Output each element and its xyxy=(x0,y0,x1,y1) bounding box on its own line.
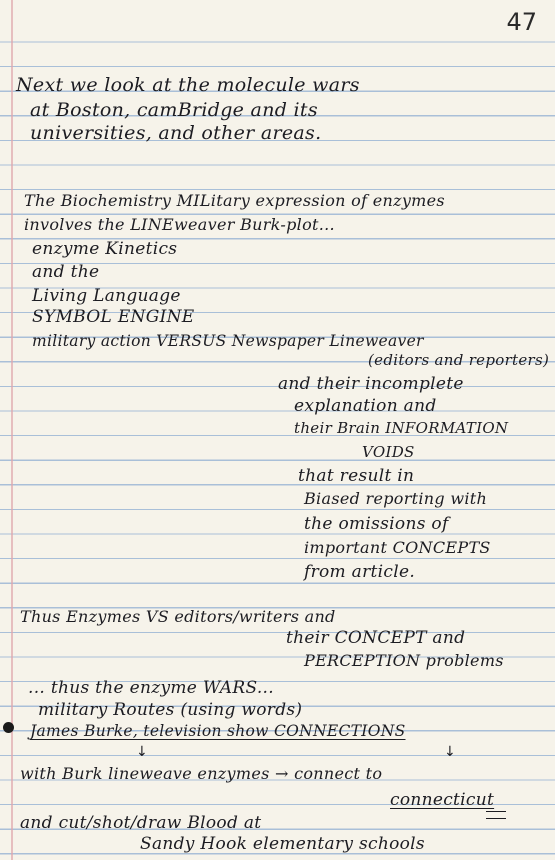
double-underline-mark xyxy=(486,811,506,819)
text-line-10: military action VERSUS Newspaper Lineweaver xyxy=(32,332,424,350)
text-line-2: at Boston, camBridge and its xyxy=(30,99,318,121)
text-line-7: and the xyxy=(32,262,100,282)
text-line-16: that result in xyxy=(298,466,415,486)
down-arrow-icon: ↓ xyxy=(444,744,456,760)
text-line-5: involves the LINEweaver Burk-plot... xyxy=(24,215,335,234)
text-line-13: explanation and xyxy=(294,396,437,416)
text-line-26: James Burke, television show CONNECTIONS xyxy=(30,722,406,740)
text-line-3: universities, and other areas. xyxy=(30,122,322,144)
text-line-29: and cut/shot/draw Blood at xyxy=(20,813,262,833)
page-number: 47 xyxy=(506,8,537,36)
text-line-12: and their incomplete xyxy=(278,374,464,394)
text-line-21: Thus Enzymes VS editors/writers and xyxy=(20,607,336,626)
text-line-6: enzyme Kinetics xyxy=(32,239,178,259)
text-line-1: Next we look at the molecule wars xyxy=(16,74,360,96)
text-line-28: connecticut xyxy=(390,790,495,810)
text-line-19: important CONCEPTS xyxy=(304,538,491,557)
binder-hole xyxy=(3,722,14,733)
text-line-9: SYMBOL ENGINE xyxy=(32,307,195,327)
text-line-27: with Burk lineweave enzymes → connect to xyxy=(20,764,383,783)
text-line-17: Biased reporting with xyxy=(304,489,488,508)
text-line-24: ... thus the enzyme WARS... xyxy=(28,678,274,698)
text-line-23: PERCEPTION problems xyxy=(304,651,504,670)
text-line-4: The Biochemistry MILitary expression of enzymes xyxy=(24,191,445,210)
down-arrow-icon: ↓ xyxy=(136,744,148,760)
text-line-14: their Brain INFORMATION xyxy=(294,419,509,437)
text-line-20: from article. xyxy=(304,562,416,582)
text-line-15: VOIDS xyxy=(362,443,415,461)
text-line-30: Sandy Hook elementary schools xyxy=(140,834,425,854)
text-line-8: Living Language xyxy=(32,286,181,306)
text-line-18: the omissions of xyxy=(304,514,449,534)
text-line-25: military Routes (using words) xyxy=(38,700,303,720)
text-line-22: their CONCEPT and xyxy=(286,628,466,648)
text-line-11: (editors and reporters) xyxy=(368,351,550,369)
